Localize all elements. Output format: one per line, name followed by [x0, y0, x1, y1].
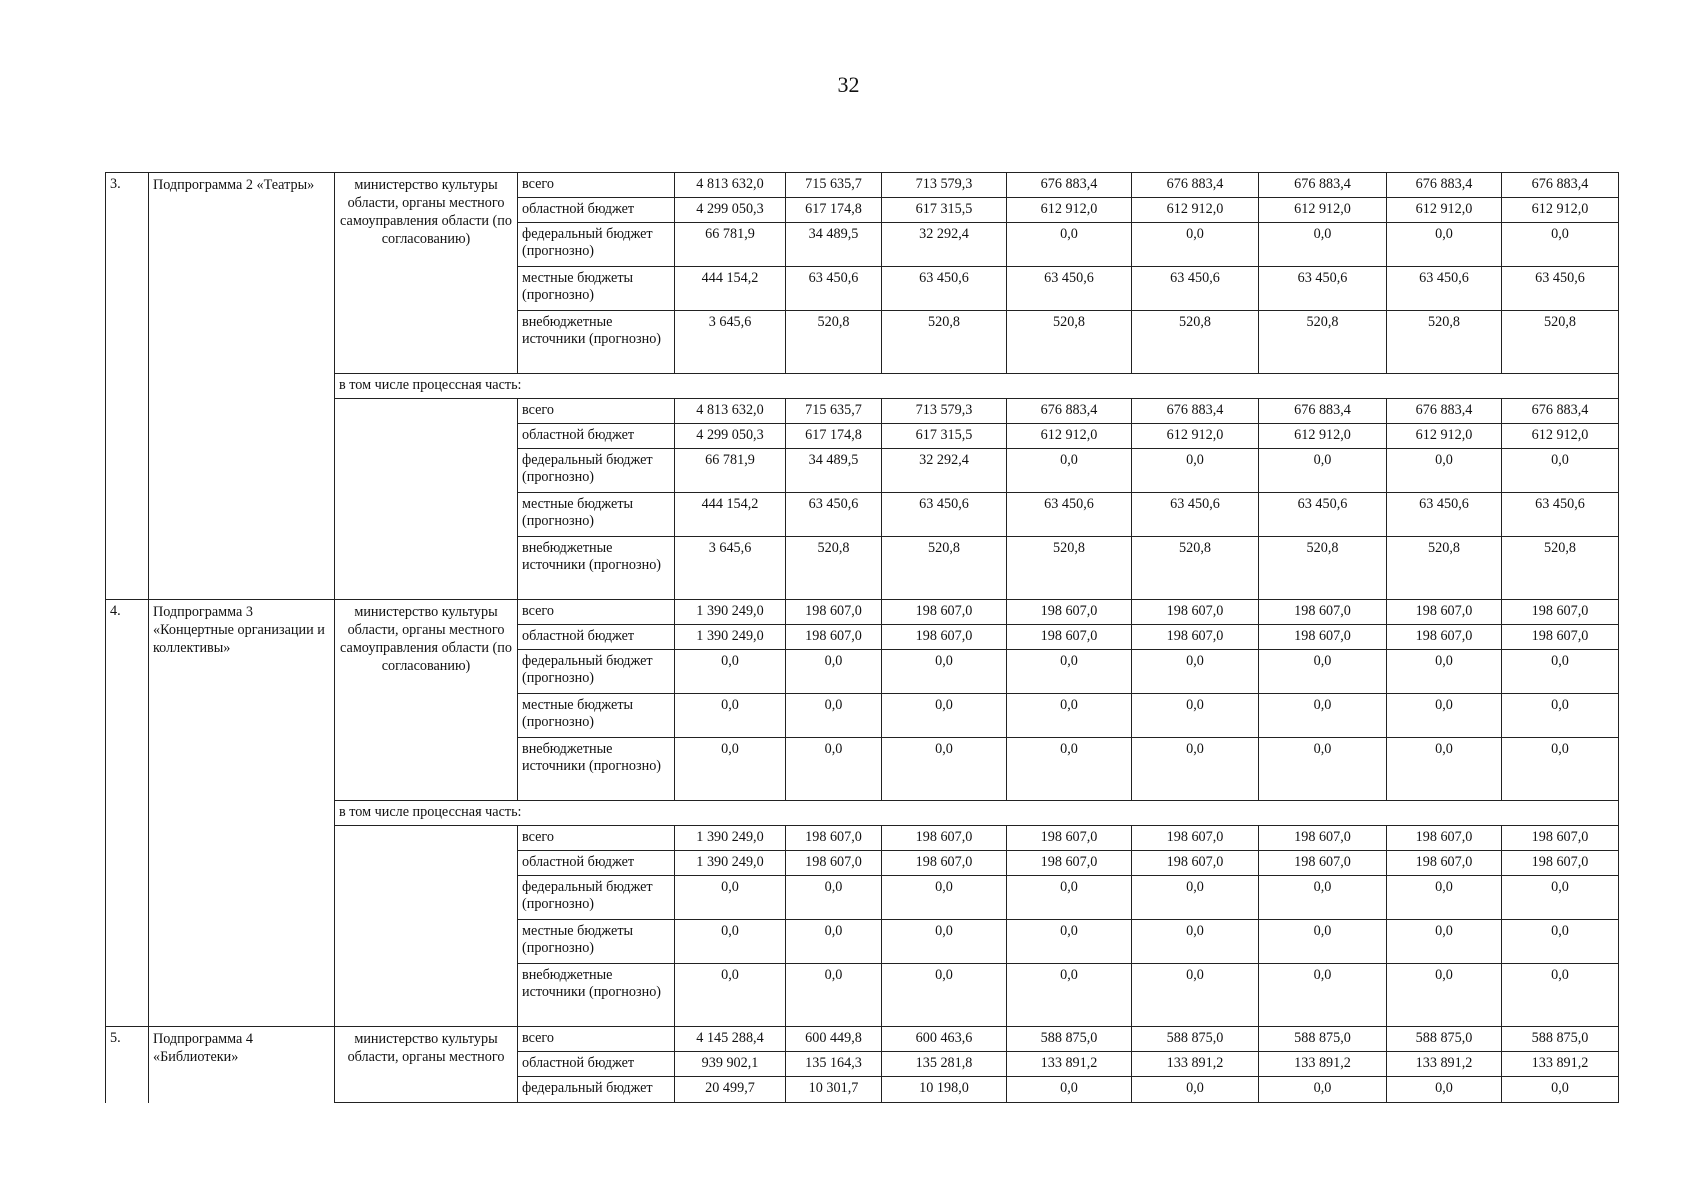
value-cell: 63 450,6 — [882, 493, 1007, 537]
value-cell: 676 883,4 — [1132, 173, 1259, 198]
value-cell: 0,0 — [882, 694, 1007, 738]
value-cell: 198 607,0 — [1387, 600, 1502, 625]
value-cell: 63 450,6 — [1007, 267, 1132, 311]
value-cell: 198 607,0 — [1007, 625, 1132, 650]
value-cell: 520,8 — [786, 537, 882, 600]
value-cell: 0,0 — [1259, 738, 1387, 801]
source-label: федеральный бюджет (прогнозно) — [518, 650, 675, 694]
value-cell: 0,0 — [675, 738, 786, 801]
value-cell: 0,0 — [1259, 223, 1387, 267]
value-cell: 617 174,8 — [786, 198, 882, 223]
value-cell: 63 450,6 — [1007, 493, 1132, 537]
value-cell: 63 450,6 — [1387, 267, 1502, 311]
value-cell: 63 450,6 — [1387, 493, 1502, 537]
value-cell: 198 607,0 — [786, 600, 882, 625]
source-label: федеральный бюджет — [518, 1077, 675, 1103]
value-cell: 0,0 — [1007, 650, 1132, 694]
value-cell: 198 607,0 — [1132, 851, 1259, 876]
value-cell: 588 875,0 — [1387, 1027, 1502, 1052]
value-cell: 0,0 — [1259, 650, 1387, 694]
source-label: всего — [518, 173, 675, 198]
value-cell: 676 883,4 — [1387, 173, 1502, 198]
value-cell: 0,0 — [1259, 876, 1387, 920]
value-cell: 198 607,0 — [1132, 600, 1259, 625]
value-cell: 0,0 — [675, 964, 786, 1027]
value-cell: 0,0 — [1502, 920, 1619, 964]
source-label: внебюджетные источники (прогнозно) — [518, 311, 675, 374]
value-cell: 676 883,4 — [1387, 399, 1502, 424]
value-cell: 715 635,7 — [786, 173, 882, 198]
value-cell: 0,0 — [1387, 694, 1502, 738]
value-cell: 0,0 — [1387, 1077, 1502, 1103]
source-label: местные бюджеты (прогнозно) — [518, 493, 675, 537]
value-cell: 612 912,0 — [1502, 198, 1619, 223]
value-cell: 198 607,0 — [1502, 851, 1619, 876]
subprogram-number: 3. — [106, 173, 149, 600]
value-cell: 198 607,0 — [882, 826, 1007, 851]
value-cell: 63 450,6 — [1132, 267, 1259, 311]
value-cell: 0,0 — [1259, 449, 1387, 493]
value-cell: 0,0 — [882, 920, 1007, 964]
value-cell: 0,0 — [1502, 223, 1619, 267]
value-cell: 612 912,0 — [1387, 424, 1502, 449]
value-cell: 0,0 — [675, 650, 786, 694]
value-cell: 10 301,7 — [786, 1077, 882, 1103]
value-cell: 66 781,9 — [675, 223, 786, 267]
value-cell: 715 635,7 — [786, 399, 882, 424]
value-cell: 0,0 — [786, 920, 882, 964]
subprogram-name: Подпрограмма 2 «Театры» — [149, 173, 335, 600]
value-cell: 612 912,0 — [1007, 198, 1132, 223]
source-label: местные бюджеты (прогнозно) — [518, 920, 675, 964]
value-cell: 198 607,0 — [1259, 826, 1387, 851]
value-cell: 198 607,0 — [882, 600, 1007, 625]
value-cell: 198 607,0 — [786, 826, 882, 851]
value-cell: 63 450,6 — [1132, 493, 1259, 537]
value-cell: 133 891,2 — [1259, 1052, 1387, 1077]
source-label: федеральный бюджет (прогнозно) — [518, 223, 675, 267]
value-cell: 600 463,6 — [882, 1027, 1007, 1052]
value-cell: 0,0 — [1132, 650, 1259, 694]
value-cell: 520,8 — [1259, 537, 1387, 600]
value-cell: 0,0 — [1007, 694, 1132, 738]
value-cell: 939 902,1 — [675, 1052, 786, 1077]
value-cell: 676 883,4 — [1132, 399, 1259, 424]
value-cell: 0,0 — [1132, 223, 1259, 267]
value-cell: 198 607,0 — [882, 851, 1007, 876]
value-cell: 0,0 — [1007, 223, 1132, 267]
value-cell: 617 315,5 — [882, 198, 1007, 223]
value-cell: 32 292,4 — [882, 223, 1007, 267]
value-cell: 612 912,0 — [1259, 198, 1387, 223]
value-cell: 520,8 — [1387, 311, 1502, 374]
subsection-label: в том числе процессная часть: — [335, 374, 1619, 399]
value-cell: 0,0 — [1132, 920, 1259, 964]
subprogram-name: Подпрограмма 4 «Библиотеки» — [149, 1027, 335, 1103]
value-cell: 4 299 050,3 — [675, 198, 786, 223]
value-cell: 600 449,8 — [786, 1027, 882, 1052]
value-cell: 1 390 249,0 — [675, 826, 786, 851]
value-cell: 520,8 — [882, 537, 1007, 600]
value-cell: 63 450,6 — [1259, 267, 1387, 311]
value-cell: 63 450,6 — [882, 267, 1007, 311]
source-label: внебюджетные источники (прогнозно) — [518, 964, 675, 1027]
value-cell: 0,0 — [786, 738, 882, 801]
value-cell: 66 781,9 — [675, 449, 786, 493]
value-cell: 0,0 — [1387, 449, 1502, 493]
executor-cell: министерство культуры области, органы местного — [335, 1027, 518, 1103]
source-label: всего — [518, 1027, 675, 1052]
value-cell: 4 299 050,3 — [675, 424, 786, 449]
value-cell: 520,8 — [786, 311, 882, 374]
source-label: областной бюджет — [518, 851, 675, 876]
value-cell: 0,0 — [1132, 964, 1259, 1027]
value-cell: 0,0 — [1387, 920, 1502, 964]
value-cell: 32 292,4 — [882, 449, 1007, 493]
value-cell: 20 499,7 — [675, 1077, 786, 1103]
source-label: федеральный бюджет (прогнозно) — [518, 449, 675, 493]
table-row — [106, 173, 1619, 198]
value-cell: 0,0 — [1132, 694, 1259, 738]
value-cell: 1 390 249,0 — [675, 600, 786, 625]
value-cell: 198 607,0 — [1387, 625, 1502, 650]
budget-table — [105, 172, 1619, 1103]
page-number: 32 — [837, 72, 860, 97]
value-cell: 588 875,0 — [1502, 1027, 1619, 1052]
value-cell: 520,8 — [1259, 311, 1387, 374]
source-label: всего — [518, 826, 675, 851]
value-cell: 0,0 — [675, 920, 786, 964]
value-cell: 1 390 249,0 — [675, 851, 786, 876]
value-cell: 588 875,0 — [1132, 1027, 1259, 1052]
value-cell: 0,0 — [1259, 920, 1387, 964]
value-cell: 676 883,4 — [1007, 173, 1132, 198]
value-cell: 0,0 — [1259, 964, 1387, 1027]
value-cell: 0,0 — [1132, 449, 1259, 493]
value-cell: 135 281,8 — [882, 1052, 1007, 1077]
value-cell: 198 607,0 — [1502, 600, 1619, 625]
value-cell: 133 891,2 — [1132, 1052, 1259, 1077]
value-cell: 0,0 — [1502, 964, 1619, 1027]
value-cell: 63 450,6 — [786, 267, 882, 311]
value-cell: 520,8 — [1502, 311, 1619, 374]
value-cell: 612 912,0 — [1387, 198, 1502, 223]
value-cell: 34 489,5 — [786, 223, 882, 267]
value-cell: 444 154,2 — [675, 493, 786, 537]
value-cell: 612 912,0 — [1007, 424, 1132, 449]
value-cell: 0,0 — [1007, 920, 1132, 964]
value-cell: 612 912,0 — [1502, 424, 1619, 449]
value-cell: 198 607,0 — [1259, 625, 1387, 650]
executor-cell-empty — [335, 399, 518, 600]
value-cell: 133 891,2 — [1007, 1052, 1132, 1077]
value-cell: 198 607,0 — [1387, 851, 1502, 876]
value-cell: 0,0 — [675, 876, 786, 920]
value-cell: 0,0 — [1132, 876, 1259, 920]
value-cell: 0,0 — [1007, 1077, 1132, 1103]
value-cell: 198 607,0 — [786, 851, 882, 876]
source-label: всего — [518, 600, 675, 625]
value-cell: 4 813 632,0 — [675, 173, 786, 198]
value-cell: 198 607,0 — [1502, 826, 1619, 851]
value-cell: 198 607,0 — [1007, 851, 1132, 876]
value-cell: 198 607,0 — [1502, 625, 1619, 650]
value-cell: 0,0 — [1502, 694, 1619, 738]
source-label: областной бюджет — [518, 198, 675, 223]
value-cell: 198 607,0 — [1007, 826, 1132, 851]
source-label: местные бюджеты (прогнозно) — [518, 267, 675, 311]
value-cell: 713 579,3 — [882, 399, 1007, 424]
value-cell: 588 875,0 — [1259, 1027, 1387, 1052]
value-cell: 520,8 — [882, 311, 1007, 374]
value-cell: 63 450,6 — [1502, 493, 1619, 537]
value-cell: 0,0 — [675, 694, 786, 738]
value-cell: 0,0 — [1502, 1077, 1619, 1103]
value-cell: 520,8 — [1132, 537, 1259, 600]
table-row — [106, 600, 1619, 625]
value-cell: 0,0 — [786, 964, 882, 1027]
value-cell: 0,0 — [786, 694, 882, 738]
value-cell: 0,0 — [882, 876, 1007, 920]
source-label: областной бюджет — [518, 1052, 675, 1077]
value-cell: 520,8 — [1007, 537, 1132, 600]
value-cell: 0,0 — [1502, 449, 1619, 493]
executor-cell: министерство культуры области, органы местного самоуправления области (по согласованию) — [335, 600, 518, 801]
table-body — [106, 173, 1619, 1103]
source-label: внебюджетные источники (прогнозно) — [518, 537, 675, 600]
value-cell: 3 645,6 — [675, 537, 786, 600]
value-cell: 198 607,0 — [1259, 600, 1387, 625]
value-cell: 588 875,0 — [1007, 1027, 1132, 1052]
value-cell: 133 891,2 — [1387, 1052, 1502, 1077]
source-label: местные бюджеты (прогнозно) — [518, 694, 675, 738]
source-label: всего — [518, 399, 675, 424]
value-cell: 10 198,0 — [882, 1077, 1007, 1103]
value-cell: 0,0 — [1387, 223, 1502, 267]
value-cell: 676 883,4 — [1502, 399, 1619, 424]
subprogram-number: 4. — [106, 600, 149, 1027]
value-cell: 0,0 — [1387, 738, 1502, 801]
value-cell: 0,0 — [1132, 738, 1259, 801]
value-cell: 612 912,0 — [1132, 424, 1259, 449]
value-cell: 0,0 — [1387, 876, 1502, 920]
subprogram-number: 5. — [106, 1027, 149, 1103]
value-cell: 617 315,5 — [882, 424, 1007, 449]
source-label: федеральный бюджет (прогнозно) — [518, 876, 675, 920]
value-cell: 676 883,4 — [1259, 173, 1387, 198]
value-cell: 617 174,8 — [786, 424, 882, 449]
value-cell: 198 607,0 — [1387, 826, 1502, 851]
value-cell: 198 607,0 — [786, 625, 882, 650]
source-label: внебюджетные источники (прогнозно) — [518, 738, 675, 801]
subsection-label: в том числе процессная часть: — [335, 801, 1619, 826]
value-cell: 0,0 — [1502, 876, 1619, 920]
value-cell: 0,0 — [786, 876, 882, 920]
value-cell: 0,0 — [882, 738, 1007, 801]
source-label: областной бюджет — [518, 424, 675, 449]
value-cell: 0,0 — [1007, 449, 1132, 493]
value-cell: 135 164,3 — [786, 1052, 882, 1077]
value-cell: 4 145 288,4 — [675, 1027, 786, 1052]
value-cell: 34 489,5 — [786, 449, 882, 493]
value-cell: 520,8 — [1387, 537, 1502, 600]
value-cell: 0,0 — [1007, 738, 1132, 801]
value-cell: 0,0 — [882, 650, 1007, 694]
value-cell: 612 912,0 — [1132, 198, 1259, 223]
value-cell: 0,0 — [786, 650, 882, 694]
subprogram-name: Подпрограмма 3 «Концертные организации и коллективы» — [149, 600, 335, 1027]
value-cell: 3 645,6 — [675, 311, 786, 374]
value-cell: 0,0 — [1387, 650, 1502, 694]
value-cell: 63 450,6 — [1259, 493, 1387, 537]
value-cell: 0,0 — [1502, 650, 1619, 694]
value-cell: 0,0 — [1502, 738, 1619, 801]
table-row — [106, 1027, 1619, 1052]
value-cell: 0,0 — [1007, 964, 1132, 1027]
value-cell: 0,0 — [1007, 876, 1132, 920]
executor-cell: министерство культуры области, органы местного самоуправления области (по согласованию) — [335, 173, 518, 374]
value-cell: 1 390 249,0 — [675, 625, 786, 650]
value-cell: 0,0 — [1259, 694, 1387, 738]
value-cell: 444 154,2 — [675, 267, 786, 311]
value-cell: 676 883,4 — [1007, 399, 1132, 424]
value-cell: 198 607,0 — [1132, 625, 1259, 650]
value-cell: 63 450,6 — [786, 493, 882, 537]
value-cell: 676 883,4 — [1502, 173, 1619, 198]
value-cell: 713 579,3 — [882, 173, 1007, 198]
value-cell: 520,8 — [1007, 311, 1132, 374]
value-cell: 63 450,6 — [1502, 267, 1619, 311]
value-cell: 198 607,0 — [1132, 826, 1259, 851]
value-cell: 4 813 632,0 — [675, 399, 786, 424]
value-cell: 612 912,0 — [1259, 424, 1387, 449]
value-cell: 198 607,0 — [1007, 600, 1132, 625]
value-cell: 0,0 — [1259, 1077, 1387, 1103]
value-cell: 0,0 — [1387, 964, 1502, 1027]
executor-cell-empty — [335, 826, 518, 1027]
value-cell: 0,0 — [882, 964, 1007, 1027]
source-label: областной бюджет — [518, 625, 675, 650]
value-cell: 198 607,0 — [1259, 851, 1387, 876]
value-cell: 520,8 — [1132, 311, 1259, 374]
value-cell: 198 607,0 — [882, 625, 1007, 650]
value-cell: 0,0 — [1132, 1077, 1259, 1103]
value-cell: 676 883,4 — [1259, 399, 1387, 424]
value-cell: 520,8 — [1502, 537, 1619, 600]
value-cell: 133 891,2 — [1502, 1052, 1619, 1077]
